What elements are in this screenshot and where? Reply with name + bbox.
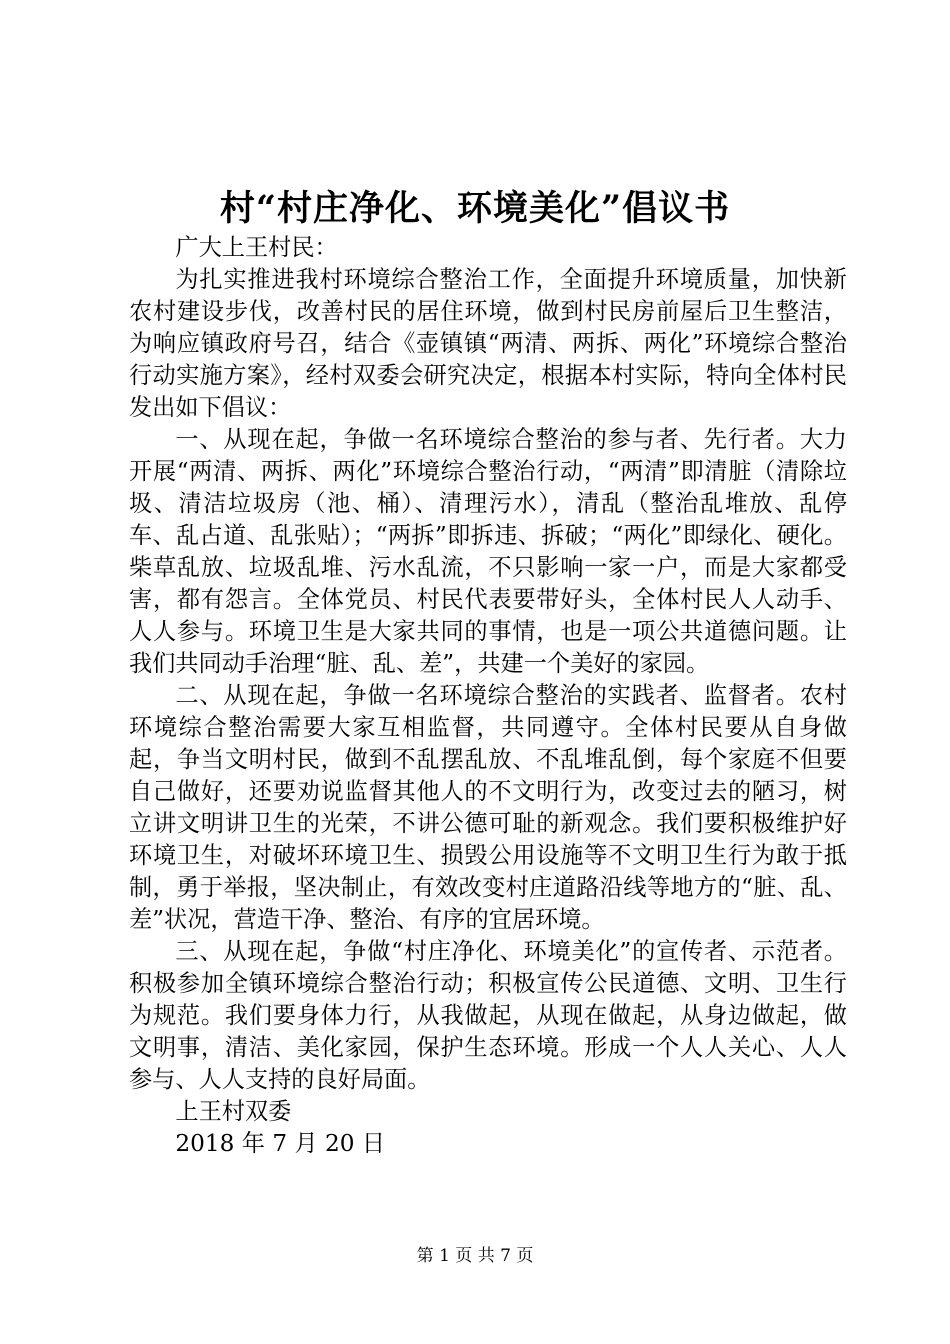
paragraph-two: 二、从现在起，争做一名环境综合整治的实践者、监督者。农村环境综合整治需要大家互相监督，共同遵守。全体村民要从自身做起，争当文明村民，做到不乱摆乱放、不乱堆乱倒，每个家庭不但要自己做好，还要劝说监督其他人的不文明行为，改变过去的陋习，树立讲文明讲卫生的光荣，不讲公德可耻的新观念。我们要积极维护好环境卫生，对破坏环境卫生、损毁公用设施等不文明卫生行为敢于抵制，勇于举报，坚决制止，有效改变村庄道路沿线等地方的“脏、乱、差”状况，营造干净、整治、有序的宜居环境。 xyxy=(129,682,847,933)
signature: 上王村双委 xyxy=(175,1098,292,1125)
document-body xyxy=(129,232,847,1160)
page-number: 第 1 页 共 7 页 xyxy=(416,1246,534,1266)
paragraph-one: 一、从现在起，争做一名环境综合整治的参与者、先行者。大力开展“两清、两拆、两化”环境综合整治行动，“两清”即清脏（清除垃圾、清洁垃圾房（池、桶）、清理污水），清乱（整治乱堆放、乱停车、乱占道、乱张贴）；“两拆”即拆违、拆破；“两化”即绿化、硬化。柴草乱放、垃圾乱堆、污水乱流，不只影响一家一户，而是大家都受害，都有怨言。全体党员、村民代表要带好头，全体村民人人动手、人人参与。环境卫生是大家共同的事情，也是一项公共道德问题。让我们共同动手治理“脏、乱、差”，共建一个美好的家园。 xyxy=(129,426,847,677)
document-title: 村“村庄净化、环境美化”倡议书 xyxy=(219,188,731,229)
salutation: 广大上王村民： xyxy=(175,234,338,261)
paragraph-intro: 为扎实推进我村环境综合整治工作，全面提升环境质量，加快新农村建设步伐，改善村民的居住环境，做到村民房前屋后卫生整洁，为响应镇政府号召，结合《壶镇镇“两清、两拆、两化”环境综合整治行动实施方案》，经村双委会研究决定，根据本村实际，特向全体村民发出如下倡议： xyxy=(129,266,847,421)
paragraph-three: 三、从现在起，争做“村庄净化、环境美化”的宣传者、示范者。积极参加全镇环境综合整治行动；积极宣传公民道德、文明、卫生行为规范。我们要身体力行，从我做起，从现在做起，从身边做起，做文明事，清洁、美化家园，保护生态环境。形成一个人人关心、人人参与、人人支持的良好局面。 xyxy=(129,938,847,1093)
signature-date: 2018 年 7 月 20 日 xyxy=(175,1130,386,1157)
